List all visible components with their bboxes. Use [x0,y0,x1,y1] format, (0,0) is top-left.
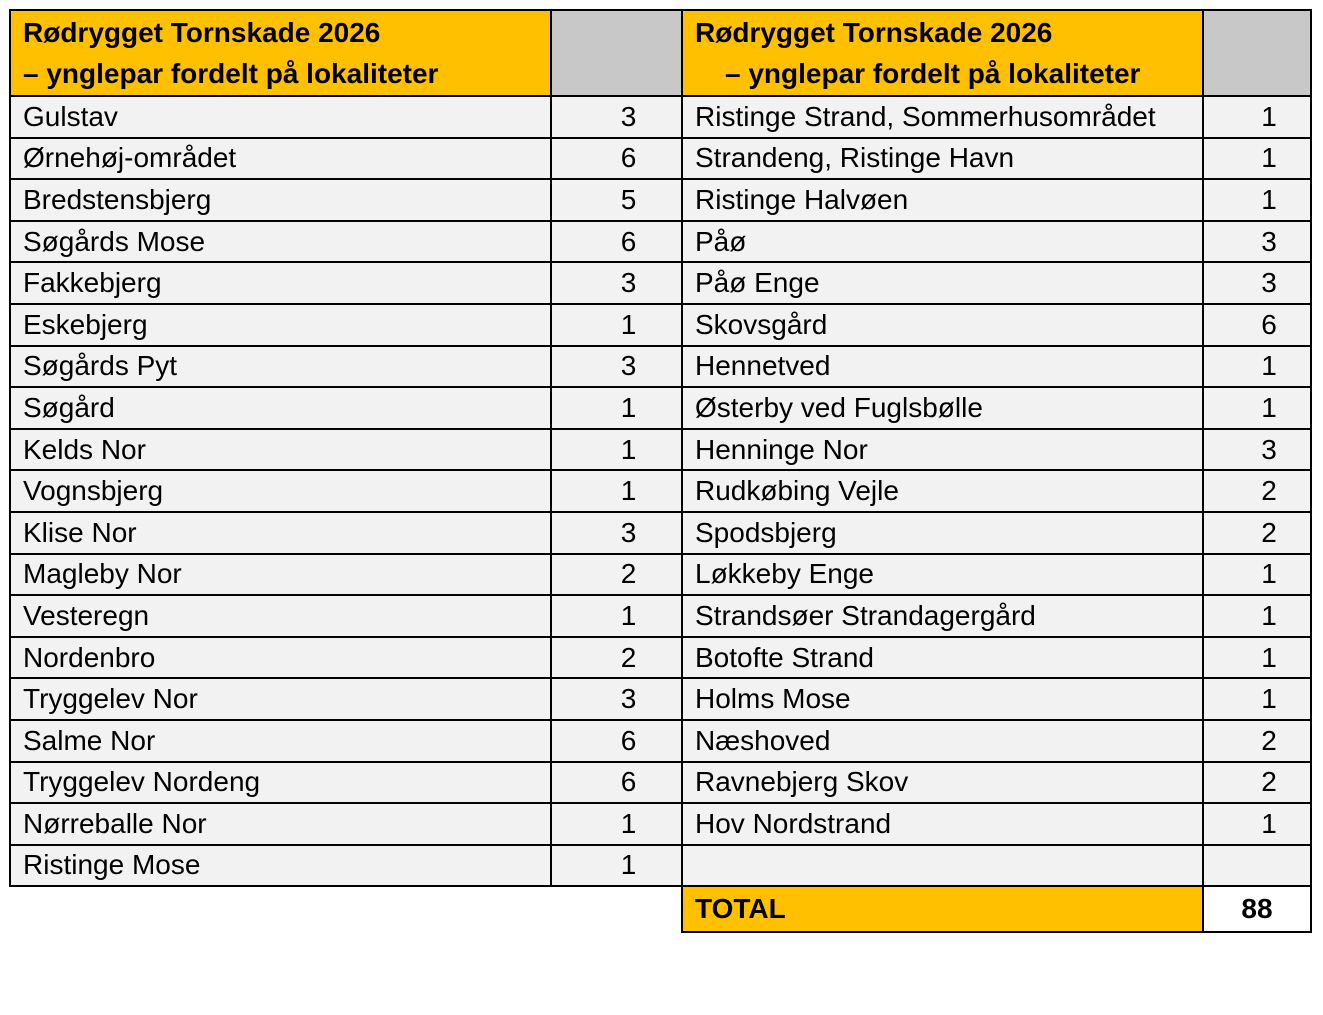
table-row [682,554,1311,596]
pair-count-value: 6 [620,724,637,756]
header-title-line2: – ynglepar fordelt på lokaliteter [23,58,439,89]
locality-name-cell: Fakkebjerg [10,262,551,304]
pair-count-cell [1203,720,1311,762]
pair-count-value: 1 [1261,391,1277,423]
pair-count-cell [1203,762,1311,804]
total-row [682,886,1311,932]
locality-name-cell: Påø Enge [682,262,1203,304]
table-row [10,179,682,221]
pair-count-cell [551,637,682,679]
locality-name-cell: Påø [682,221,1203,263]
table-row [10,637,682,679]
locality-name-cell: Ravnebjerg Skov [682,762,1203,804]
locality-name-cell: Kelds Nor [10,429,551,471]
pair-count-value: 1 [1261,558,1277,590]
table-row [682,179,1311,221]
locality-name-cell: Ørnehøj-området [10,138,551,180]
pair-count-cell [1203,387,1311,429]
pair-count-cell [551,96,682,138]
table-row [682,429,1311,471]
locality-name-cell: Hov Nordstrand [682,803,1203,845]
table-row [10,678,682,720]
pair-count-value: 6 [620,142,637,174]
table-row [10,346,682,388]
pair-count-value: 3 [1261,433,1277,465]
locality-name-cell: Ristinge Mose [10,845,551,887]
pair-count-cell [551,512,682,554]
locality-name-cell: Magleby Nor [10,554,551,596]
locality-name-cell: Gulstav [10,96,551,138]
locality-name-cell: Ristinge Halvøen [682,179,1203,221]
pair-count-cell [1203,845,1311,887]
table-row [682,346,1311,388]
locality-name-cell: Søgårds Mose [10,221,551,263]
table-row [682,221,1311,263]
pair-count-value: 1 [1261,641,1277,673]
pair-count-cell [1203,678,1311,720]
table-header-title [682,10,1203,96]
table-row [10,138,682,180]
locality-name-cell: Bredstensbjerg [10,179,551,221]
pair-count-value: 2 [1261,766,1277,798]
locality-name-cell: Østerby ved Fuglsbølle [682,387,1203,429]
locality-name-cell: Eskebjerg [10,304,551,346]
pair-count-value: 1 [1261,350,1277,382]
pair-count-value: 1 [1261,599,1277,631]
pair-count-cell [1203,429,1311,471]
table-row [682,138,1311,180]
pair-count-value: 1 [620,599,637,631]
pair-count-cell [1203,470,1311,512]
locality-name-cell: Holms Mose [682,678,1203,720]
pair-count-cell [1203,304,1311,346]
locality-name-cell: Skovsgård [682,304,1203,346]
pair-count-cell [551,720,682,762]
pair-count-value: 1 [620,849,637,881]
table-row [10,387,682,429]
table-row [682,803,1311,845]
pair-count-cell [551,179,682,221]
total-value: 88 [1241,893,1273,925]
pair-count-cell [551,803,682,845]
table-row [682,637,1311,679]
pair-count-value: 2 [1261,724,1277,756]
table-row [10,720,682,762]
pair-count-cell [551,845,682,887]
table-row [682,512,1311,554]
locality-name-cell: Vesteregn [10,595,551,637]
locality-name-cell: Botofte Strand [682,637,1203,679]
locality-name-cell: Ristinge Strand, Sommerhusområdet [682,96,1203,138]
locality-name-cell: Tryggelev Nordeng [10,762,551,804]
locality-name-cell [682,845,1203,887]
table-row [682,304,1311,346]
pair-count-cell [551,554,682,596]
locality-name-cell: Salme Nor [10,720,551,762]
locality-name-cell: Søgård [10,387,551,429]
table-header-row [682,10,1311,96]
locality-name-cell: Rudkøbing Vejle [682,470,1203,512]
locality-name-cell: Vognsbjerg [10,470,551,512]
pair-count-value: 1 [1261,683,1277,715]
pair-count-value: 1 [620,807,637,839]
pair-count-value: 6 [1261,308,1277,340]
table-row [10,429,682,471]
pair-count-value: 3 [620,267,637,299]
pair-count-value: 2 [1261,516,1277,548]
table-row [682,720,1311,762]
pair-count-cell [551,678,682,720]
table-row [682,262,1311,304]
locality-name-cell: Strandeng, Ristinge Havn [682,138,1203,180]
table-row [10,762,682,804]
pair-count-value: 2 [620,641,637,673]
table-row [10,470,682,512]
pair-count-cell [1203,554,1311,596]
table-header-count-cell [1203,10,1311,96]
locality-name-cell: Løkkeby Enge [682,554,1203,596]
pair-count-cell [1203,346,1311,388]
pair-count-value: 1 [1261,183,1277,215]
pair-count-cell [551,470,682,512]
table-row [10,554,682,596]
total-label: TOTAL [682,886,1203,932]
header-title-line2: – ynglepar fordelt på lokaliteter [725,58,1141,89]
pair-count-cell [551,762,682,804]
table-row [682,96,1311,138]
pair-count-cell [551,595,682,637]
locality-name-cell: Strandsøer Strandagergård [682,595,1203,637]
pair-count-cell [1203,179,1311,221]
header-title-line1: Rødrygget Tornskade 2026 [23,17,381,48]
table-row [682,762,1311,804]
locality-name-cell: Søgårds Pyt [10,346,551,388]
pair-count-value: 3 [620,100,637,132]
pair-count-cell [551,387,682,429]
pair-count-value: 5 [620,183,637,215]
pair-count-cell [551,221,682,263]
pair-count-value: 2 [1261,475,1277,507]
pair-count-value: 3 [620,350,637,382]
locality-name-cell: Spodsbjerg [682,512,1203,554]
pair-count-cell [551,429,682,471]
locality-name-cell: Nørreballe Nor [10,803,551,845]
pair-count-cell [1203,595,1311,637]
pair-count-cell [1203,512,1311,554]
right-locality-table [681,9,1312,933]
locality-name-cell: Henninge Nor [682,429,1203,471]
table-row [10,845,682,887]
locality-name-cell: Næshoved [682,720,1203,762]
pair-count-value: 6 [620,225,637,257]
table-header-count-cell [551,10,682,96]
table-header-row [10,10,682,96]
table-header-title [10,10,551,96]
table-row [682,595,1311,637]
table-row [682,678,1311,720]
pair-count-value: 1 [620,433,637,465]
pair-count-cell [551,346,682,388]
table-row [10,803,682,845]
pair-count-cell [1203,96,1311,138]
pair-count-cell [551,304,682,346]
pair-count-value: 6 [620,766,637,798]
pair-count-value: 3 [620,683,637,715]
pair-count-cell [1203,138,1311,180]
pair-count-value: 3 [1261,267,1277,299]
pair-count-value: 3 [1261,225,1277,257]
pair-count-value: 1 [620,475,637,507]
locality-name-cell: Klise Nor [10,512,551,554]
pair-count-cell [551,138,682,180]
pair-count-cell [1203,803,1311,845]
pair-count-value: 1 [1261,142,1277,174]
total-value-cell [1203,886,1311,932]
table-row [682,470,1311,512]
locality-name-cell: Tryggelev Nor [10,678,551,720]
table-row [682,387,1311,429]
left-locality-table [9,9,683,887]
pair-count-cell [1203,221,1311,263]
header-title-line1: Rødrygget Tornskade 2026 [695,17,1053,48]
pair-count-cell [1203,637,1311,679]
pair-count-value: 1 [1261,100,1277,132]
pair-count-value: 1 [620,308,637,340]
locality-name-cell: Hennetved [682,346,1203,388]
locality-name-cell: Nordenbro [10,637,551,679]
pair-count-value: 2 [620,558,637,590]
table-row [10,595,682,637]
table-row [682,845,1311,887]
table-row [10,512,682,554]
table-row [10,96,682,138]
pair-count-value: 3 [620,516,637,548]
table-row [10,221,682,263]
table-row [10,304,682,346]
pair-count-value: 1 [620,391,637,423]
pair-count-value: 1 [1261,807,1277,839]
table-row [10,262,682,304]
pair-count-cell [551,262,682,304]
pair-count-cell [1203,262,1311,304]
